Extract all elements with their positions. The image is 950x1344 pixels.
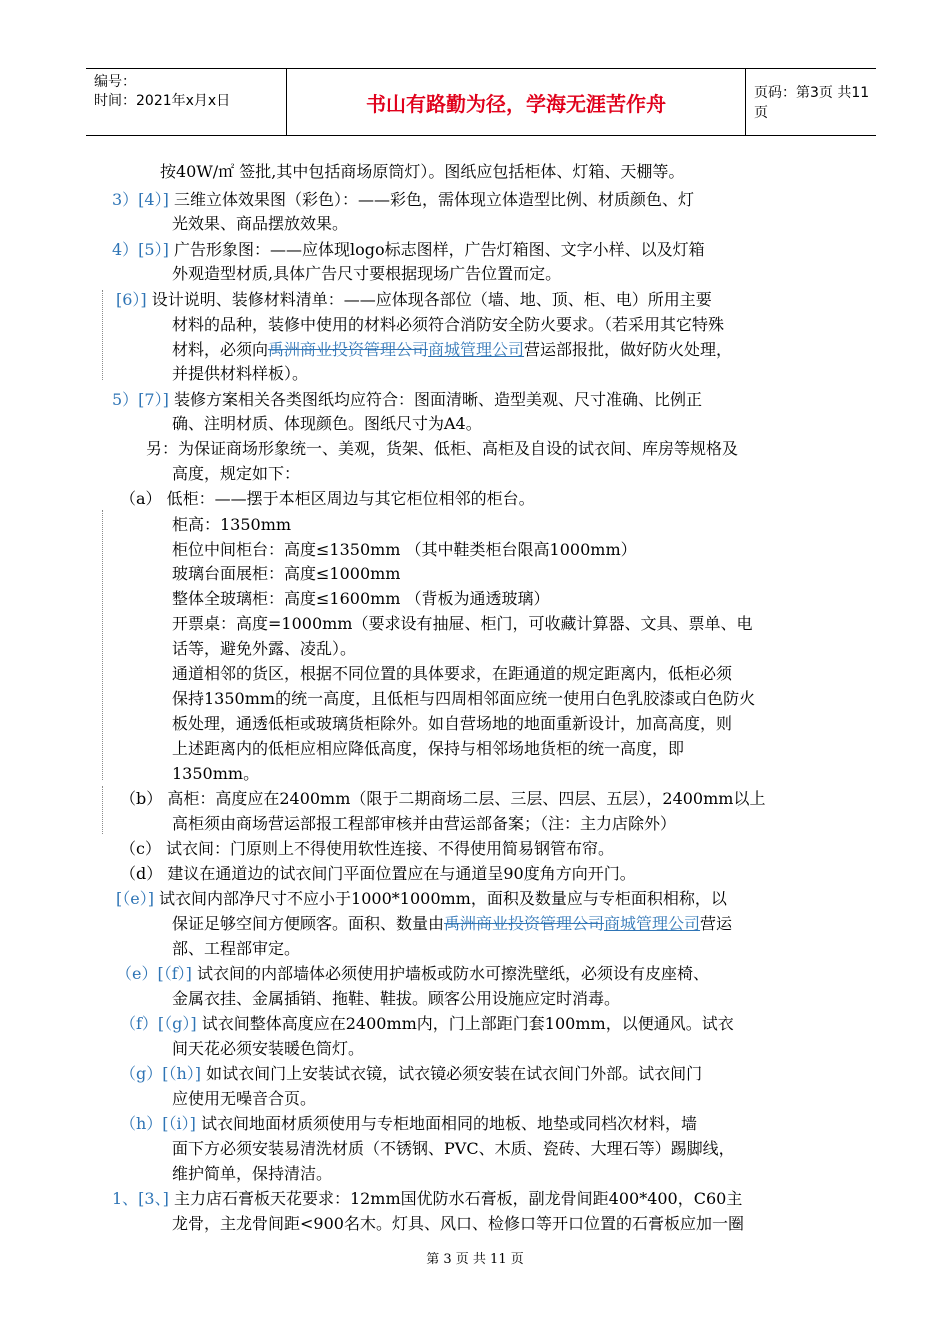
body-line: 材料的品种，装修中使用的材料必须符合消防安全防火要求。（若采用其它特殊 (172, 315, 725, 334)
body-line: 1350mm。 (172, 764, 260, 783)
body-line: 通道相邻的货区，根据不同位置的具体要求，在距通道的规定距离内，低柜必须 (172, 664, 733, 683)
body-line: 玻璃台面展柜：高度≤1000mm (172, 564, 401, 583)
body-line: 材料，必须向禹洲商业投资管理公司商城管理公司营运部报批，做好防火处理， (172, 340, 733, 359)
body-line: 龙骨，主龙骨间距<900名木。灯具、风口、检修口等开口位置的石膏板应加一圈 (172, 1214, 744, 1233)
body-line: （g）[（h）] 如试衣间门上安装试衣镜，试衣镜必须安装在试衣间门外部。试衣间门 (120, 1064, 703, 1083)
revision-marker: （e）[（f）] (116, 964, 192, 983)
revision-marker: 3）[4）] (112, 190, 169, 209)
revision-marker: （h）[（i）] (120, 1114, 196, 1133)
body-line: 另：为保证商场形象统一、美观，货架、低柜、高柜及自设的试衣间、库房等规格及 (146, 439, 739, 458)
body-line: （h）[（i）] 试衣间地面材质须使用与专柜地面相同的地板、地垫或同档次材料，墙 (120, 1114, 698, 1133)
body-line: （f）[（g）] 试衣间整体高度应在2400mm内，门上部距门套100mm，以便通风。试衣 (120, 1014, 734, 1033)
revision-marker: 5）[7）] (112, 390, 169, 409)
revision-bar (102, 786, 103, 834)
body-line: （e）[（f）] 试衣间的内部墙体必须使用护墙板或防水可擦洗壁纸，必须设有皮座椅、 (116, 964, 709, 983)
revision-bar (102, 290, 103, 380)
body-line: 开票桌：高度=1000mm（要求设有抽屉、柜门，可收藏计算器、文具、票单、电 (172, 614, 753, 633)
body-line: 5）[7）] 装修方案相关各类图纸均应符合：图面清晰、造型美观、尺寸准确、比例正 (112, 390, 702, 409)
body-line: 上述距离内的低柜应相应降低高度，保持与相邻场地货柜的统一高度，即 (172, 739, 685, 758)
body-line: 并提供材料样板）。 (172, 364, 309, 383)
header-info (86, 69, 286, 135)
body-line: [（e）] 试衣间内部净尺寸不应小于1000*1000mm，面积及数量应与专柜面积相称，以 (116, 889, 727, 908)
body-line: 板处理，通透低柜或玻璃货柜除外。如自营场地的地面重新设计，加高高度，则 (172, 714, 733, 733)
body-line: 高度，规定如下： (172, 464, 301, 483)
body-line: 1、[3、] 主力店石膏板天花要求：12mm国优防水石膏板，副龙骨间距400*400，C60主 (112, 1189, 743, 1208)
body-line: 3）[4）] 三维立体效果图（彩色）：——彩色，需体现立体造型比例、材质颜色、灯 (112, 190, 694, 209)
revision-marker: 4）[5）] (112, 240, 169, 259)
inserted-text: 商城管理公司 (604, 914, 701, 933)
body-line: 柜高：1350mm (172, 515, 292, 534)
body-line: 应使用无噪音合页。 (172, 1089, 317, 1108)
body-line: 面下方必须安装易清洗材质（不锈钢、PVC、木质、瓷砖、大理石等）踢脚线， (172, 1139, 735, 1158)
body-line: 柜位中间柜台：高度≤1350mm （其中鞋类柜台限高1000mm） (172, 540, 637, 559)
header-page-number: 页码：第3页 共11页 (754, 85, 870, 121)
body-line: 维护简单，保持清洁。 (172, 1164, 333, 1183)
body-line: （d） 建议在通道边的试衣间门平面位置应在与通道呈90度角方向开门。 (120, 864, 636, 883)
body-line: 保持1350mm的统一高度，且低柜与四周相邻面应统一使用白色乳胶漆或白色防火 (172, 689, 756, 708)
body-line: 外观造型材质,具体广告尺寸要根据现场广告位置而定。 (172, 264, 562, 283)
body-line: 保证足够空间方便顾客。面积、数量由禹洲商业投资管理公司商城管理公司营运 (172, 914, 733, 933)
page-header (86, 68, 876, 136)
body-line: 间天花必须安装暖色筒灯。 (172, 1039, 365, 1058)
header-motto: 书山有路勤为径，学海无涯苦作舟 (286, 69, 746, 135)
body-line: 确、注明材质、体现颜色。图纸尺寸为A4。 (172, 414, 482, 433)
body-line: 光效果、商品摆放效果。 (172, 214, 349, 233)
body-line: 整体全玻璃柜：高度≤1600mm （背板为通透玻璃） (172, 589, 550, 608)
body-line: 按40W/㎡ 签批,其中包括商场原筒灯）。图纸应包括柜体、灯箱、天棚等。 (160, 162, 685, 181)
body-line: （a） 低柜：——摆于本柜区周边与其它柜位相邻的柜台。 (120, 489, 535, 508)
body-line: 高柜须由商场营运部报工程部审核并由营运部备案；（注：主力店除外） (172, 814, 677, 833)
revision-marker: [6）] (116, 290, 147, 309)
body-line: 部、工程部审定。 (172, 939, 301, 958)
inserted-text: 商城管理公司 (428, 340, 525, 359)
revision-marker: （f）[（g）] (120, 1014, 197, 1033)
body-line: 4）[5）] 广告形象图：——应体现logo标志图样，广告灯箱图、文字小样、以及灯箱 (112, 240, 705, 259)
header-time: 时间：2021年x月x日 (94, 93, 231, 109)
header-number: 编号： (94, 74, 136, 90)
revision-marker: （g）[（h）] (120, 1064, 202, 1083)
body-line: （c） 试衣间：门原则上不得使用软性连接、不得使用简易钢管布帘。 (120, 839, 615, 858)
body-line: [6）] 设计说明、装修材料清单：——应体现各部位（墙、地、顶、柜、电）所用主要 (116, 290, 712, 309)
revision-bar (102, 510, 103, 780)
page-footer: 第 3 页 共 11 页 (426, 1252, 524, 1267)
deleted-text: 禹洲商业投资管理公司 (268, 340, 429, 359)
body-line: （b） 高柜：高度应在2400mm（限于二期商场二层、三层、四层、五层），2400mm以上 (120, 789, 766, 808)
body-line: 话等，避免外露、凌乱）。 (172, 639, 357, 658)
deleted-text: 禹洲商业投资管理公司 (444, 914, 605, 933)
revision-marker: 1、[3、] (112, 1189, 169, 1208)
body-line: 金属衣挂、金属插销、拖鞋、鞋拔。顾客公用设施应定时消毒。 (172, 989, 621, 1008)
revision-marker: [（e）] (116, 889, 154, 908)
